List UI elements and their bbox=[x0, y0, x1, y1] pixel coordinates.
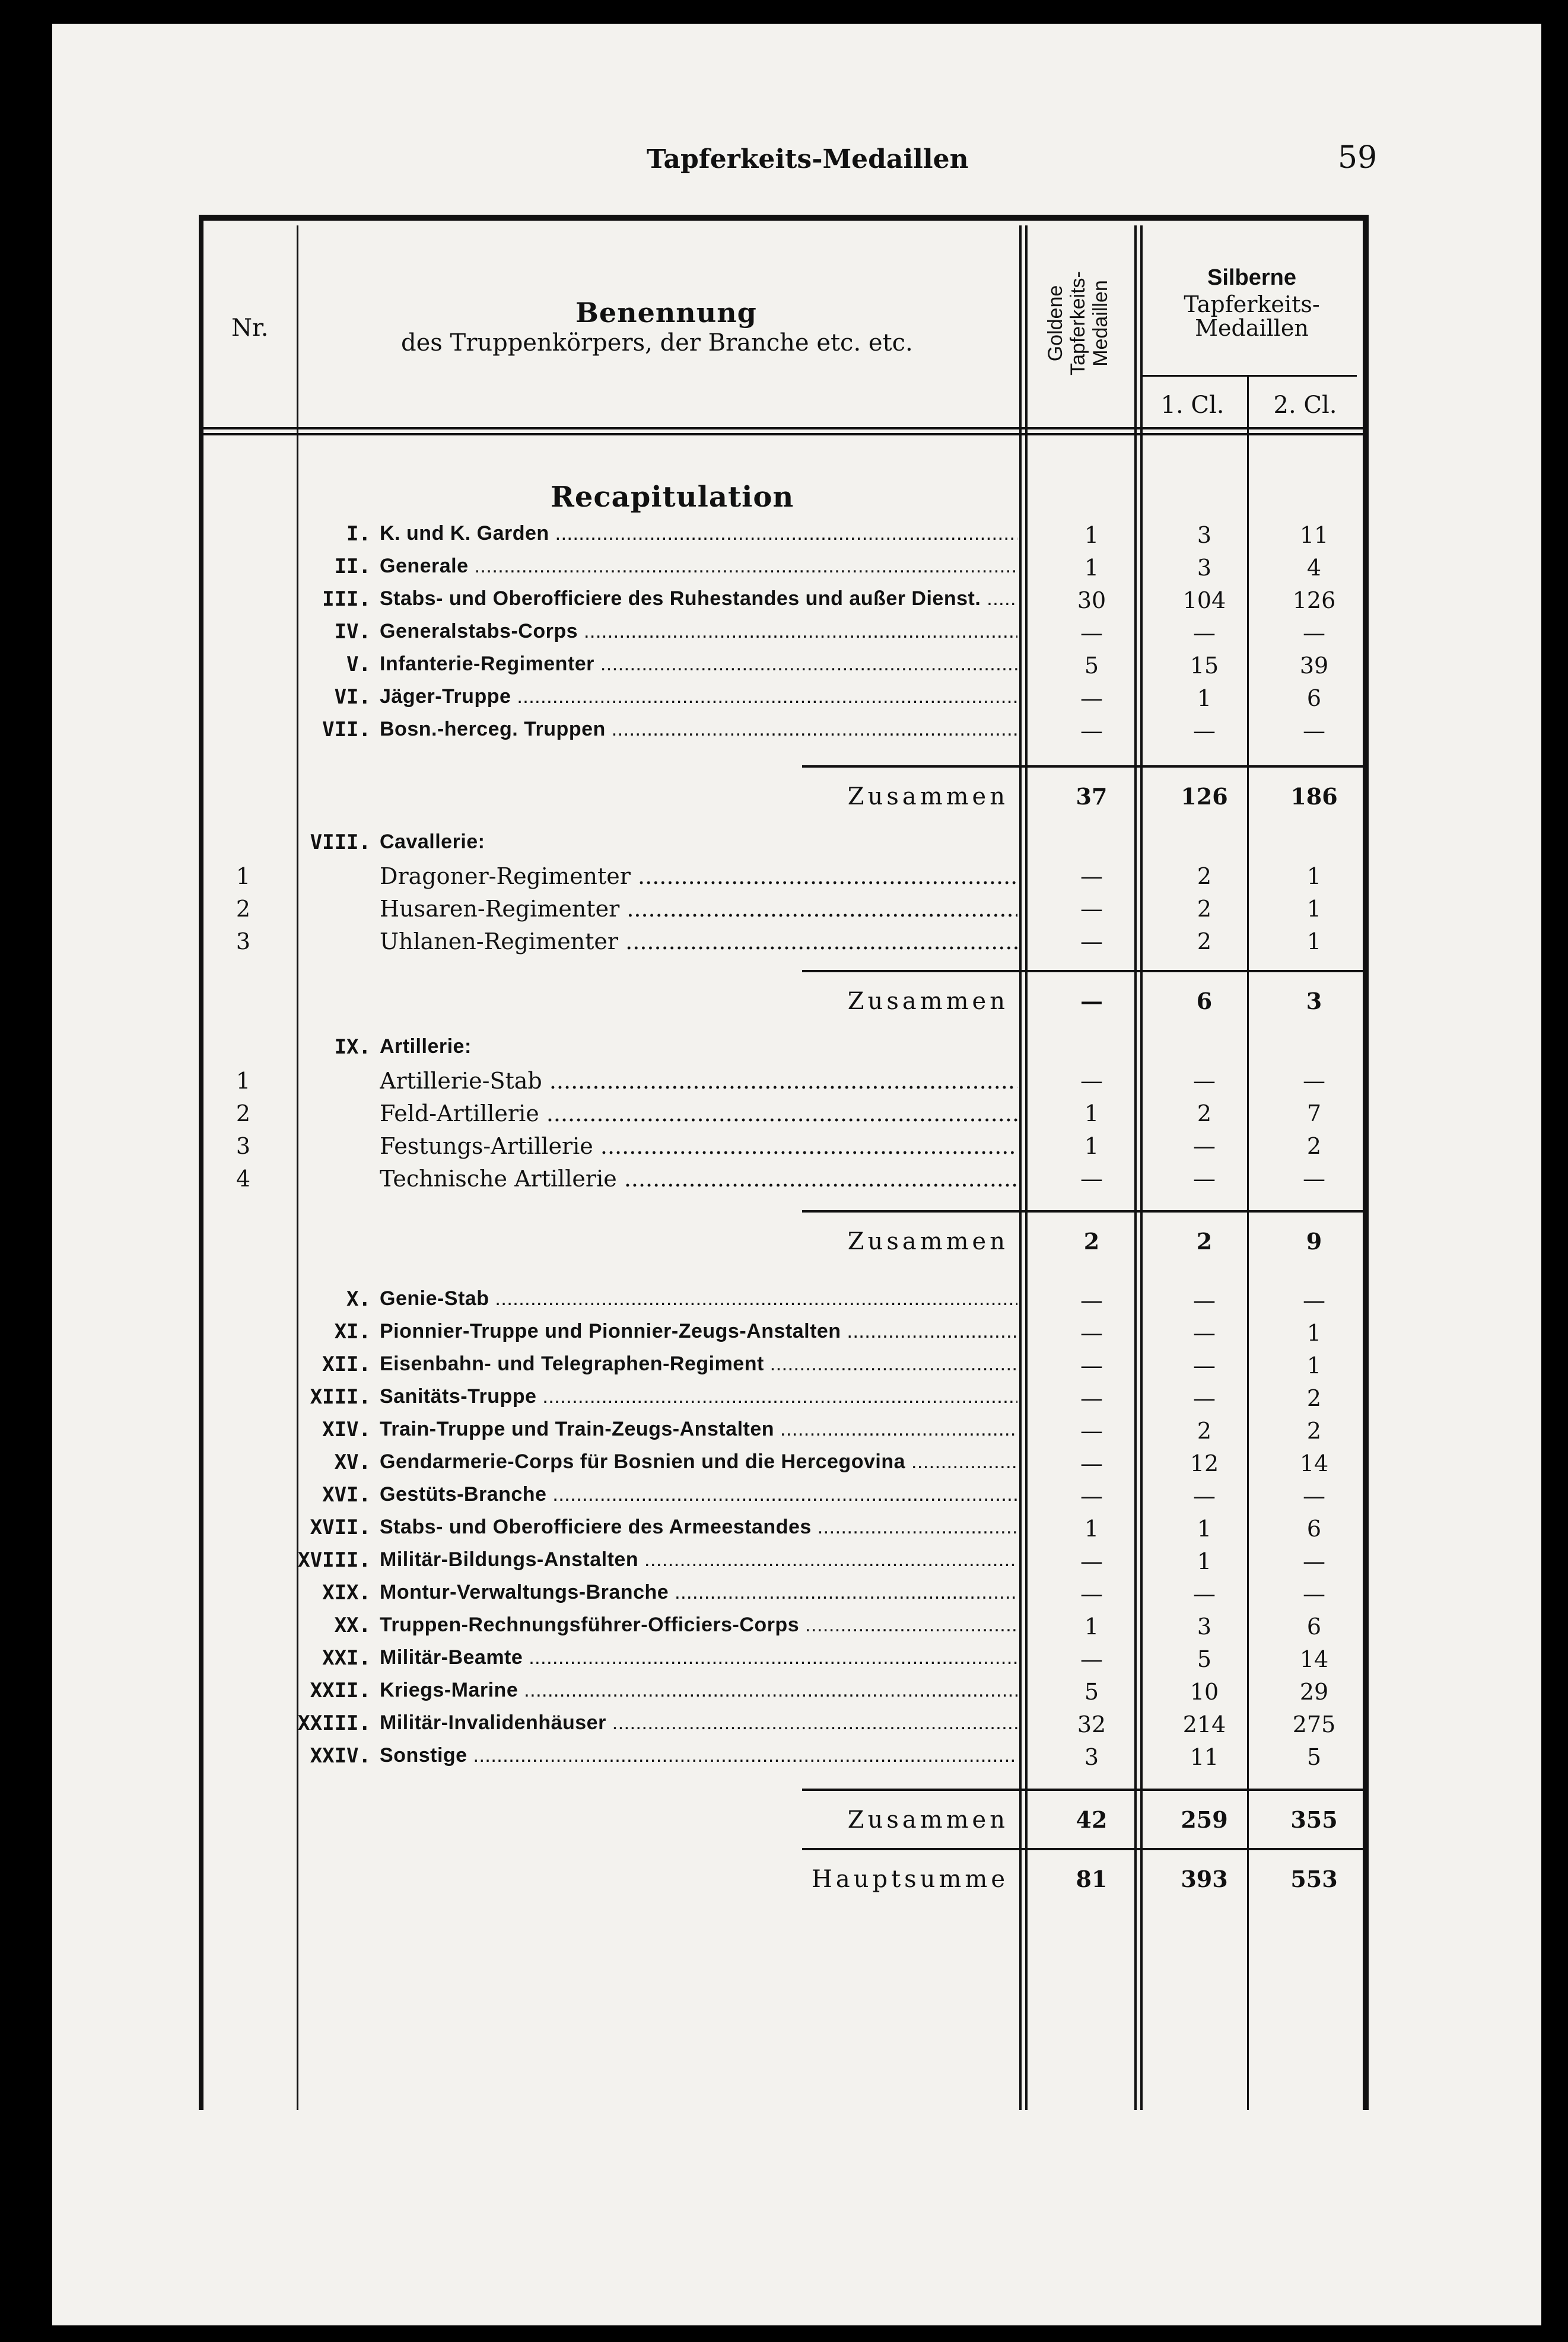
table-row bbox=[0, 522, 1568, 555]
cell-goldene: — bbox=[1080, 1450, 1103, 1477]
row-name: Uhlanen-Regimenter ..... bbox=[380, 928, 1017, 954]
table-row bbox=[0, 1614, 1568, 1647]
cell-silberne-2cl: 275 bbox=[1292, 1711, 1336, 1738]
column-header-nr: Nr. bbox=[231, 314, 269, 342]
cell-goldene: — bbox=[1080, 928, 1103, 954]
row-number: 3 bbox=[236, 928, 251, 954]
cell-silberne-1cl: — bbox=[1193, 718, 1216, 744]
cell-silberne-2cl: 6 bbox=[1306, 1614, 1322, 1640]
total-rule bbox=[802, 765, 1363, 768]
total-rule bbox=[802, 1210, 1363, 1213]
total-row bbox=[0, 1866, 1568, 1899]
cell-silberne-1cl: 6 bbox=[1196, 988, 1213, 1014]
table-row bbox=[0, 685, 1568, 718]
row-roman-numeral: XVII. bbox=[310, 1516, 371, 1539]
row-roman-numeral: XI. bbox=[334, 1320, 371, 1344]
row-roman-numeral: II. bbox=[334, 555, 371, 578]
cell-goldene: — bbox=[1080, 1068, 1103, 1094]
row-roman-numeral: V. bbox=[346, 653, 371, 676]
table-row bbox=[0, 653, 1568, 686]
table-row bbox=[0, 1035, 1568, 1068]
row-roman-numeral: IX. bbox=[334, 1035, 371, 1059]
cell-goldene: 1 bbox=[1084, 1133, 1099, 1159]
row-roman-numeral: III. bbox=[322, 587, 371, 611]
cell-silberne-1cl: 2 bbox=[1197, 1418, 1212, 1444]
cell-silberne-2cl: 3 bbox=[1306, 988, 1322, 1014]
row-name: Eisenbahn- und Telegraphen-Regiment ..... bbox=[380, 1353, 1017, 1376]
cell-goldene: — bbox=[1080, 1385, 1103, 1411]
cell-silberne-2cl: 186 bbox=[1290, 783, 1338, 810]
cell-silberne-2cl: 355 bbox=[1290, 1806, 1338, 1833]
table-row bbox=[0, 1100, 1568, 1134]
cell-silberne-1cl: 1 bbox=[1197, 1548, 1212, 1574]
row-name: Artillerie: bbox=[380, 1035, 472, 1058]
column-header-2cl: 2. Cl. bbox=[1273, 392, 1337, 419]
cell-silberne-1cl: — bbox=[1193, 1353, 1216, 1379]
row-name: Militär-Beamte ..... bbox=[380, 1646, 1017, 1669]
cell-goldene: 42 bbox=[1076, 1806, 1108, 1833]
row-number: 2 bbox=[236, 1100, 251, 1127]
row-roman-numeral: I. bbox=[346, 522, 371, 546]
cell-silberne-2cl: — bbox=[1303, 620, 1325, 646]
cell-goldene: — bbox=[1080, 685, 1103, 711]
cell-silberne-2cl: 1 bbox=[1306, 1320, 1322, 1346]
row-name: Stabs- und Oberofficiere des Armeestandes ..... bbox=[380, 1516, 1017, 1539]
cell-goldene: — bbox=[1080, 1287, 1103, 1313]
cell-silberne-2cl: 1 bbox=[1306, 1353, 1322, 1379]
cell-goldene: 5 bbox=[1084, 653, 1099, 679]
row-roman-numeral: XVI. bbox=[322, 1483, 371, 1507]
cell-silberne-1cl: 104 bbox=[1182, 587, 1226, 613]
cell-goldene: 37 bbox=[1076, 783, 1108, 810]
cell-goldene: 32 bbox=[1077, 1711, 1106, 1738]
column-header-silberne: Silberne bbox=[1207, 265, 1296, 290]
table-row bbox=[0, 718, 1568, 751]
cell-goldene: — bbox=[1080, 988, 1103, 1014]
row-name: Sanitäts-Truppe ..... bbox=[380, 1385, 1017, 1408]
cell-silberne-1cl: — bbox=[1193, 1133, 1216, 1159]
table-row bbox=[0, 863, 1568, 896]
cell-goldene: 1 bbox=[1084, 555, 1099, 581]
column-header-benennung-sub: des Truppenkörpers, der Branche etc. etc. bbox=[401, 329, 913, 357]
total-label: Zusammen bbox=[847, 783, 1009, 810]
total-label: Zusammen bbox=[847, 1228, 1009, 1255]
row-name: Genie-Stab ..... bbox=[380, 1287, 1017, 1310]
cell-silberne-1cl: 393 bbox=[1181, 1866, 1228, 1892]
row-roman-numeral: XXI. bbox=[322, 1646, 371, 1670]
cell-silberne-2cl: 6 bbox=[1306, 685, 1322, 711]
table-row bbox=[0, 1385, 1568, 1418]
row-name: K. und K. Garden ..... bbox=[380, 522, 1017, 545]
row-roman-numeral: VIII. bbox=[310, 830, 371, 854]
row-name: Kriegs-Marine ..... bbox=[380, 1679, 1017, 1702]
cell-silberne-1cl: 126 bbox=[1181, 783, 1228, 810]
row-name: Generalstabs-Corps ..... bbox=[380, 620, 1017, 643]
row-name: Generale ..... bbox=[380, 555, 1017, 578]
cell-goldene: 2 bbox=[1083, 1228, 1100, 1255]
cell-silberne-1cl: 3 bbox=[1197, 522, 1212, 548]
cell-goldene: — bbox=[1080, 1166, 1103, 1192]
cell-silberne-2cl: 126 bbox=[1292, 587, 1336, 613]
cell-silberne-2cl: 5 bbox=[1306, 1744, 1322, 1770]
header-bottom-line bbox=[203, 427, 1363, 429]
row-name: Truppen-Rechnungsführer-Officiers-Corps ..... bbox=[380, 1614, 1017, 1637]
cell-silberne-2cl: 9 bbox=[1306, 1228, 1322, 1255]
cell-silberne-2cl: 11 bbox=[1299, 522, 1329, 548]
cell-goldene: — bbox=[1080, 1353, 1103, 1379]
cell-goldene: — bbox=[1080, 1320, 1103, 1346]
cell-goldene: — bbox=[1080, 620, 1103, 646]
cell-silberne-2cl: 2 bbox=[1306, 1385, 1322, 1411]
row-roman-numeral: XVIII. bbox=[298, 1548, 371, 1572]
cell-silberne-1cl: 2 bbox=[1197, 928, 1212, 954]
cell-goldene: 1 bbox=[1084, 1100, 1099, 1127]
row-roman-numeral: XV. bbox=[334, 1450, 371, 1474]
cell-silberne-1cl: — bbox=[1193, 1287, 1216, 1313]
row-number: 3 bbox=[236, 1133, 251, 1159]
row-roman-numeral: X. bbox=[346, 1287, 371, 1311]
cell-silberne-2cl: 1 bbox=[1306, 896, 1322, 922]
cell-silberne-2cl: 7 bbox=[1306, 1100, 1322, 1127]
cell-goldene: 5 bbox=[1084, 1679, 1099, 1705]
row-name: Infanterie-Regimenter ..... bbox=[380, 653, 1017, 676]
row-roman-numeral: XXIII. bbox=[298, 1711, 371, 1735]
row-roman-numeral: VI. bbox=[334, 685, 371, 709]
total-label: Hauptsumme bbox=[812, 1866, 1009, 1893]
row-number: 4 bbox=[236, 1166, 251, 1192]
table-row bbox=[0, 1548, 1568, 1582]
table-row bbox=[0, 1068, 1568, 1101]
cell-silberne-2cl: 2 bbox=[1306, 1133, 1322, 1159]
cell-silberne-1cl: 15 bbox=[1189, 653, 1219, 679]
table-row bbox=[0, 1679, 1568, 1712]
cell-silberne-2cl: 553 bbox=[1290, 1866, 1338, 1892]
cell-silberne-1cl: — bbox=[1193, 1166, 1216, 1192]
row-number: 1 bbox=[236, 863, 251, 889]
cell-goldene: 1 bbox=[1084, 522, 1099, 548]
row-roman-numeral: IV. bbox=[334, 620, 371, 644]
cell-silberne-1cl: — bbox=[1193, 1483, 1216, 1509]
row-roman-numeral: XIII. bbox=[310, 1385, 371, 1409]
table-top-border bbox=[199, 215, 1369, 221]
row-name: Sonstige ..... bbox=[380, 1744, 1017, 1767]
row-name: Cavallerie: bbox=[380, 830, 485, 853]
cell-goldene: — bbox=[1080, 1483, 1103, 1509]
column-header-goldene: Goldene Tapferkeits- Medaillen bbox=[1044, 271, 1112, 376]
row-name: Technische Artillerie ..... bbox=[380, 1166, 1017, 1192]
column-header-benennung: Benennung bbox=[575, 297, 757, 329]
cell-silberne-2cl: — bbox=[1303, 1287, 1325, 1313]
cell-silberne-1cl: 3 bbox=[1197, 555, 1212, 581]
row-roman-numeral: XXII. bbox=[310, 1679, 371, 1703]
row-name: Artillerie-Stab ..... bbox=[380, 1068, 1017, 1094]
cell-silberne-2cl: — bbox=[1303, 718, 1325, 744]
table-row bbox=[0, 1133, 1568, 1166]
cell-silberne-1cl: 2 bbox=[1196, 1228, 1213, 1255]
total-rule bbox=[802, 1789, 1363, 1791]
cell-goldene: — bbox=[1080, 1581, 1103, 1607]
table-row bbox=[0, 1744, 1568, 1777]
table-row bbox=[0, 1353, 1568, 1386]
cell-goldene: 81 bbox=[1076, 1866, 1108, 1892]
cell-goldene: 3 bbox=[1084, 1744, 1099, 1770]
cell-silberne-1cl: 3 bbox=[1197, 1614, 1212, 1640]
cell-silberne-2cl: — bbox=[1303, 1548, 1325, 1574]
row-name: Gendarmerie-Corps für Bosnien und die Hercegovina ..... bbox=[380, 1450, 1017, 1474]
cell-goldene: 1 bbox=[1084, 1516, 1099, 1542]
total-row bbox=[0, 1228, 1568, 1261]
cell-silberne-1cl: 1 bbox=[1197, 1516, 1212, 1542]
total-rule bbox=[802, 1848, 1363, 1850]
cell-silberne-1cl: — bbox=[1193, 1581, 1216, 1607]
row-roman-numeral: XII. bbox=[322, 1353, 371, 1376]
row-name: Stabs- und Oberofficiere des Ruhestandes und außer Dienst. ..... bbox=[380, 587, 1017, 610]
row-roman-numeral: XX. bbox=[334, 1614, 371, 1637]
cell-goldene: — bbox=[1080, 1646, 1103, 1672]
cell-silberne-2cl: 4 bbox=[1306, 555, 1322, 581]
row-name: Gestüts-Branche ..... bbox=[380, 1483, 1017, 1506]
table-row bbox=[0, 620, 1568, 653]
cell-silberne-1cl: 2 bbox=[1197, 896, 1212, 922]
row-name: Jäger-Truppe ..... bbox=[380, 685, 1017, 708]
recapitulation-title: Recapitulation bbox=[551, 481, 794, 514]
total-label: Zusammen bbox=[847, 1806, 1009, 1834]
cell-silberne-1cl: 214 bbox=[1182, 1711, 1226, 1738]
row-name: Pionnier-Truppe und Pionnier-Zeugs-Anstalten ..... bbox=[380, 1320, 1017, 1343]
cell-goldene: — bbox=[1080, 896, 1103, 922]
running-header-title: Tapferkeits-Medaillen bbox=[647, 144, 969, 174]
total-label: Zusammen bbox=[847, 988, 1009, 1015]
table-row bbox=[0, 1418, 1568, 1451]
row-roman-numeral: XXIV. bbox=[310, 1744, 371, 1768]
cell-silberne-2cl: 14 bbox=[1299, 1450, 1329, 1477]
cell-silberne-2cl: — bbox=[1303, 1166, 1325, 1192]
column-header-1cl: 1. Cl. bbox=[1160, 392, 1224, 419]
table-row bbox=[0, 1287, 1568, 1320]
table-row bbox=[0, 1483, 1568, 1516]
cell-goldene: — bbox=[1080, 1548, 1103, 1574]
cell-silberne-1cl: 12 bbox=[1189, 1450, 1219, 1477]
cell-silberne-1cl: 259 bbox=[1181, 1806, 1228, 1833]
table-row bbox=[0, 1581, 1568, 1614]
cell-silberne-1cl: 5 bbox=[1197, 1646, 1212, 1672]
row-number: 2 bbox=[236, 896, 251, 922]
row-name: Feld-Artillerie ..... bbox=[380, 1100, 1017, 1127]
table-row bbox=[0, 1166, 1568, 1199]
row-name: Militär-Bildungs-Anstalten ..... bbox=[380, 1548, 1017, 1571]
table-row bbox=[0, 587, 1568, 620]
row-roman-numeral: VII. bbox=[322, 718, 371, 742]
total-row bbox=[0, 988, 1568, 1021]
cell-silberne-1cl: 10 bbox=[1189, 1679, 1219, 1705]
cell-silberne-1cl: 2 bbox=[1197, 1100, 1212, 1127]
column-header-silberne-sub1: Tapferkeits- bbox=[1184, 291, 1320, 317]
cell-silberne-1cl: — bbox=[1193, 1068, 1216, 1094]
row-roman-numeral: XIV. bbox=[322, 1418, 371, 1442]
row-name: Militär-Invalidenhäuser ..... bbox=[380, 1711, 1017, 1735]
row-name: Train-Truppe und Train-Zeugs-Anstalten ..... bbox=[380, 1418, 1017, 1441]
cell-silberne-1cl: 11 bbox=[1189, 1744, 1219, 1770]
page-number: 59 bbox=[1338, 140, 1378, 176]
cell-silberne-2cl: 29 bbox=[1299, 1679, 1329, 1705]
cell-silberne-1cl: 1 bbox=[1197, 685, 1212, 711]
cell-silberne-2cl: 39 bbox=[1299, 653, 1329, 679]
cell-goldene: — bbox=[1080, 718, 1103, 744]
table-row bbox=[0, 1711, 1568, 1745]
cell-silberne-1cl: — bbox=[1193, 1320, 1216, 1346]
column-header-silberne-sub2: Medaillen bbox=[1195, 315, 1309, 341]
row-name: Husaren-Regimenter ..... bbox=[380, 896, 1017, 922]
cell-silberne-2cl: 6 bbox=[1306, 1516, 1322, 1542]
header-bottom-line-double bbox=[203, 433, 1363, 435]
cell-silberne-2cl: 1 bbox=[1306, 928, 1322, 954]
row-name: Montur-Verwaltungs-Branche ..... bbox=[380, 1581, 1017, 1604]
row-name: Bosn.-herceg. Truppen ..... bbox=[380, 718, 1017, 741]
cell-silberne-1cl: — bbox=[1193, 1385, 1216, 1411]
cell-silberne-2cl: — bbox=[1303, 1483, 1325, 1509]
cell-goldene: 30 bbox=[1077, 587, 1106, 613]
table-row bbox=[0, 896, 1568, 929]
table-row bbox=[0, 1450, 1568, 1484]
row-roman-numeral: XIX. bbox=[322, 1581, 371, 1605]
row-name: Festungs-Artillerie ..... bbox=[380, 1133, 1017, 1159]
cell-goldene: — bbox=[1080, 1418, 1103, 1444]
cell-goldene: — bbox=[1080, 863, 1103, 889]
total-row bbox=[0, 1806, 1568, 1840]
row-name: Dragoner-Regimenter ..... bbox=[380, 863, 1017, 889]
total-rule bbox=[802, 970, 1363, 972]
silver-subheader-line bbox=[1140, 375, 1357, 377]
table-row bbox=[0, 1646, 1568, 1679]
cell-silberne-2cl: 14 bbox=[1299, 1646, 1329, 1672]
cell-silberne-2cl: — bbox=[1303, 1068, 1325, 1094]
table-row bbox=[0, 555, 1568, 588]
cell-silberne-1cl: 2 bbox=[1197, 863, 1212, 889]
cell-goldene: 1 bbox=[1084, 1614, 1099, 1640]
table-row bbox=[0, 1320, 1568, 1353]
table-row bbox=[0, 1516, 1568, 1549]
total-row bbox=[0, 783, 1568, 816]
table-row bbox=[0, 928, 1568, 962]
cell-silberne-2cl: 2 bbox=[1306, 1418, 1322, 1444]
table-row bbox=[0, 830, 1568, 864]
cell-silberne-2cl: — bbox=[1303, 1581, 1325, 1607]
cell-silberne-1cl: — bbox=[1193, 620, 1216, 646]
row-number: 1 bbox=[236, 1068, 251, 1094]
cell-silberne-2cl: 1 bbox=[1306, 863, 1322, 889]
